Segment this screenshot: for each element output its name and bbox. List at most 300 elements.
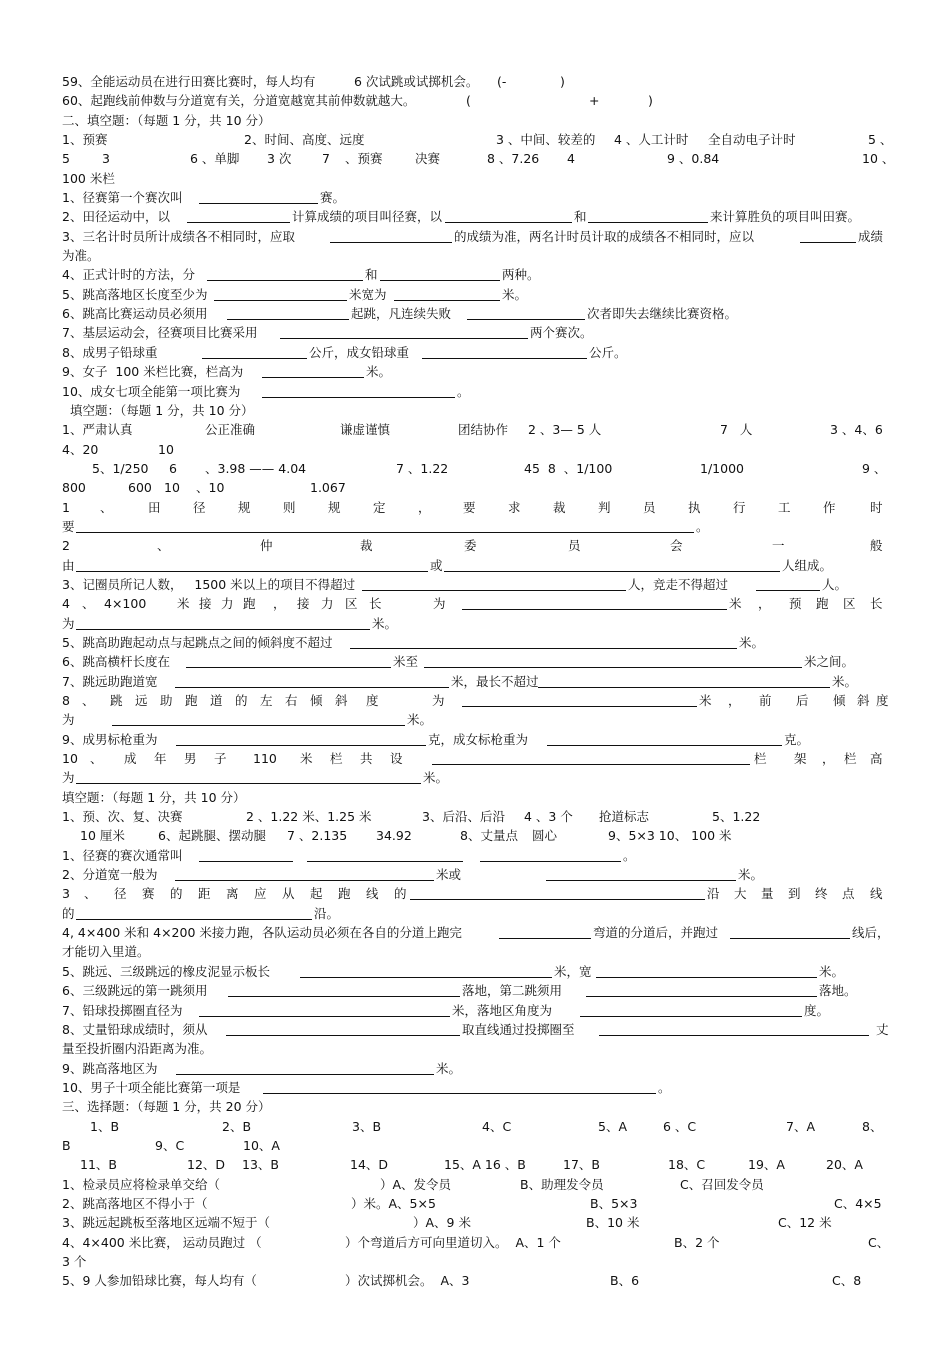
text-segment: 6、起跳腿、摆动腿 bbox=[158, 828, 266, 844]
text-segment: 。 bbox=[623, 847, 636, 863]
text-segment: 米。 bbox=[738, 867, 764, 883]
text-segment: 米。 bbox=[372, 615, 398, 631]
text-segment: ， bbox=[758, 596, 771, 612]
text-segment: 34.92 bbox=[376, 828, 412, 844]
answer-blank[interactable] bbox=[228, 996, 460, 997]
text-line-f8 bbox=[62, 1020, 890, 1039]
text-segment: 4 bbox=[567, 151, 575, 167]
answer-blank[interactable] bbox=[467, 319, 585, 320]
answer-blank[interactable] bbox=[432, 764, 750, 765]
text-segment: 7、A bbox=[786, 1118, 816, 1134]
text-segment: 裁 bbox=[360, 538, 373, 554]
text-line-k3 bbox=[62, 1213, 890, 1232]
text-line-e2 bbox=[62, 826, 890, 845]
text-segment: 米。 bbox=[366, 364, 392, 380]
answer-blank[interactable] bbox=[175, 880, 434, 881]
text-segment: 定 bbox=[373, 499, 386, 515]
text-segment: 2、B bbox=[222, 1118, 252, 1134]
text-segment: 全自动电子计时 bbox=[708, 132, 796, 148]
answer-blank[interactable] bbox=[422, 358, 587, 359]
text-segment: 公斤，成女铅球重 bbox=[309, 344, 410, 360]
text-segment: 3 、4、6 bbox=[830, 422, 883, 438]
text-segment: 2、田径运动中，以 bbox=[62, 209, 170, 225]
text-segment: B bbox=[62, 1137, 71, 1153]
text-segment: 。 bbox=[658, 1079, 671, 1095]
answer-blank[interactable] bbox=[730, 938, 850, 939]
text-segment: 二、填空题：（每题 1 分，共 10 分） bbox=[62, 112, 271, 128]
text-segment: C、4×5 bbox=[834, 1195, 882, 1211]
text-segment: 跳 bbox=[110, 693, 123, 708]
text-segment: ， bbox=[418, 499, 431, 515]
text-segment: 仲 bbox=[260, 538, 273, 554]
text-line-a3 bbox=[62, 169, 890, 188]
text-segment: 110 bbox=[253, 751, 277, 767]
answer-blank[interactable] bbox=[76, 919, 312, 920]
text-segment: 力 bbox=[321, 596, 334, 612]
text-segment: 1/1000 bbox=[700, 460, 744, 476]
text-segment: 5、1.22 bbox=[712, 809, 761, 825]
text-line-e1 bbox=[62, 807, 890, 826]
text-segment: 米 bbox=[699, 693, 712, 708]
text-segment: 团结协作 bbox=[458, 422, 509, 438]
text-line-a2 bbox=[62, 149, 895, 168]
text-segment: 跑 bbox=[816, 596, 829, 612]
text-segment: 1、检录员应将检录单交给（ bbox=[62, 1176, 220, 1192]
answer-blank[interactable] bbox=[227, 319, 349, 320]
text-segment: 8、 bbox=[862, 1118, 883, 1134]
text-segment: 12、D bbox=[187, 1157, 226, 1173]
text-segment: 19、A bbox=[748, 1157, 785, 1173]
text-segment: 6 bbox=[169, 460, 177, 476]
text-segment: 米。 bbox=[423, 770, 449, 786]
text-line-d8b bbox=[62, 710, 890, 729]
text-segment: B、5×3 bbox=[590, 1195, 638, 1211]
text-line-g3 bbox=[62, 1155, 890, 1174]
answer-blank[interactable] bbox=[599, 1035, 869, 1036]
text-segment: 点 bbox=[842, 886, 855, 902]
text-line-d2 bbox=[62, 536, 890, 555]
text-segment: 填空题：（每题 1 分，共 10 分） bbox=[62, 789, 246, 805]
text-segment: 8、丈量铅球成绩时，须从 bbox=[62, 1021, 208, 1037]
text-segment: 17、B bbox=[563, 1157, 600, 1173]
text-segment: 起 bbox=[310, 886, 323, 902]
text-line-k2 bbox=[62, 1194, 890, 1213]
text-segment: 7、基层运动会，径赛项目比赛采用 bbox=[62, 325, 258, 341]
answer-blank[interactable] bbox=[207, 280, 363, 281]
text-segment: C、8 bbox=[832, 1273, 862, 1289]
answer-blank[interactable] bbox=[76, 532, 694, 533]
text-line-k4 bbox=[62, 1233, 890, 1252]
exam-document bbox=[62, 72, 895, 1291]
text-line-f10 bbox=[62, 1078, 890, 1097]
text-segment: 为 bbox=[62, 770, 75, 786]
text-segment: 为 bbox=[62, 712, 75, 728]
text-segment: 米，落地区角度为 bbox=[452, 1002, 553, 1018]
text-segment: 落地。 bbox=[819, 983, 857, 999]
answer-blank[interactable] bbox=[199, 203, 318, 204]
text-segment: 、 bbox=[82, 596, 95, 612]
text-segment: 区 bbox=[843, 596, 856, 612]
text-segment: 2、跳高落地区不得小于（ bbox=[62, 1195, 208, 1211]
text-segment: 克，成女标枪重为 bbox=[428, 731, 529, 747]
answer-blank[interactable] bbox=[199, 861, 293, 862]
text-segment: C、 bbox=[868, 1234, 890, 1250]
text-line-g1 bbox=[62, 1117, 890, 1136]
text-segment: 要 bbox=[463, 499, 476, 515]
text-segment: 6 次试跳或试掷机会。 bbox=[354, 74, 479, 89]
text-segment: 跑 bbox=[338, 886, 351, 902]
text-segment: 100 米栏 bbox=[62, 170, 115, 186]
answer-blank[interactable] bbox=[580, 1016, 802, 1017]
answer-blank[interactable] bbox=[186, 667, 391, 668]
text-segment: 1、径赛第一个赛次叫 bbox=[62, 190, 183, 206]
text-segment: 斜 bbox=[335, 693, 348, 708]
answer-blank[interactable] bbox=[76, 629, 370, 630]
text-line-d4b bbox=[62, 614, 890, 633]
text-segment: 和 bbox=[574, 209, 587, 225]
text-segment: 区 bbox=[345, 596, 358, 612]
answer-blank[interactable] bbox=[480, 861, 621, 862]
text-segment: 3 bbox=[62, 886, 70, 902]
text-segment: 800 bbox=[62, 480, 86, 496]
text-segment: 作 bbox=[823, 499, 836, 515]
text-segment: 成绩 bbox=[858, 228, 884, 244]
text-segment: 跑 bbox=[185, 693, 198, 708]
text-line-b6 bbox=[62, 304, 890, 323]
answer-blank[interactable] bbox=[175, 687, 449, 688]
text-segment: ）A、发令员 bbox=[380, 1176, 452, 1192]
text-segment: 终 bbox=[815, 886, 828, 902]
answer-blank[interactable] bbox=[394, 300, 500, 301]
text-segment: 三、选择题：（每题 1 分，共 20 分） bbox=[62, 1099, 271, 1115]
text-segment: 7、跳远助跑道宽 bbox=[62, 673, 158, 689]
answer-blank[interactable] bbox=[547, 745, 782, 746]
text-line-f2 bbox=[62, 865, 890, 884]
answer-blank[interactable] bbox=[330, 242, 452, 243]
text-segment: 求 bbox=[508, 499, 521, 515]
text-segment: 度 bbox=[366, 693, 379, 708]
text-segment: 由 bbox=[62, 557, 75, 573]
text-segment: 线 bbox=[366, 886, 379, 902]
answer-blank[interactable] bbox=[444, 571, 780, 572]
text-segment: 的 bbox=[170, 886, 183, 902]
text-segment: 倾 bbox=[310, 693, 323, 708]
text-segment: 时 bbox=[870, 499, 883, 515]
answer-blank[interactable] bbox=[112, 725, 405, 726]
text-segment: 7 bbox=[322, 151, 330, 167]
text-line-d3 bbox=[62, 575, 890, 594]
text-line-b8 bbox=[62, 343, 890, 362]
text-segment: B、6 bbox=[610, 1273, 640, 1289]
text-line-c3 bbox=[62, 459, 890, 478]
text-segment: 决赛 bbox=[415, 151, 441, 167]
text-segment: 9、5×3 10、 100 米 bbox=[608, 828, 732, 844]
text-segment: 4、4×400 米比赛， 运动员跑过 （ bbox=[62, 1234, 262, 1250]
text-segment: 道 bbox=[210, 693, 223, 708]
text-segment: 右 bbox=[285, 693, 298, 708]
text-segment: 赛 bbox=[142, 886, 155, 902]
text-segment: 6 、C bbox=[663, 1118, 697, 1134]
text-segment: ）个弯道后方可向里道切入。 A、1 个 bbox=[345, 1234, 561, 1250]
text-segment: 为 bbox=[432, 693, 445, 708]
text-segment: ， bbox=[273, 596, 286, 612]
answer-blank[interactable] bbox=[410, 899, 705, 900]
answer-blank[interactable] bbox=[176, 745, 426, 746]
text-segment: 3 次 bbox=[267, 151, 292, 167]
answer-blank[interactable] bbox=[300, 977, 552, 978]
text-segment: 3 bbox=[102, 151, 110, 167]
text-segment: 计算成绩的项目叫径赛，以 bbox=[292, 209, 443, 225]
answer-blank[interactable] bbox=[76, 783, 421, 784]
text-segment: C、12 米 bbox=[778, 1215, 832, 1231]
text-segment: 8 bbox=[62, 693, 70, 708]
text-segment: 1、径赛的赛次通常叫 bbox=[62, 847, 183, 863]
text-segment: 米。 bbox=[832, 673, 858, 689]
text-segment: 9 、 bbox=[862, 460, 887, 476]
text-line-b7 bbox=[62, 323, 890, 342]
answer-blank[interactable] bbox=[588, 222, 708, 223]
text-segment: 起跳，凡连续失败 bbox=[351, 306, 452, 322]
text-line-k4b bbox=[62, 1252, 890, 1271]
answer-blank[interactable] bbox=[262, 397, 455, 398]
text-line-f9 bbox=[62, 1059, 890, 1078]
text-line-d9 bbox=[62, 730, 890, 749]
text-segment: 1.067 bbox=[310, 480, 346, 496]
text-segment: 要 bbox=[62, 518, 75, 534]
text-segment: 助 bbox=[160, 693, 173, 708]
text-segment: ( bbox=[466, 93, 471, 109]
answer-blank[interactable] bbox=[362, 590, 626, 591]
text-segment: 为 bbox=[62, 615, 75, 631]
text-segment: 9、女子 100 米栏比赛，栏高为 bbox=[62, 364, 244, 380]
text-segment: 10 厘米 bbox=[80, 828, 125, 844]
text-segment: 。 bbox=[457, 383, 470, 399]
text-line-f7 bbox=[62, 1001, 890, 1020]
text-segment: 5 bbox=[62, 151, 70, 167]
text-segment: 行 bbox=[733, 499, 746, 515]
text-segment: 沿。 bbox=[314, 905, 340, 921]
text-segment: 规 bbox=[328, 499, 341, 515]
text-segment: 长 bbox=[369, 596, 382, 612]
text-segment: 设 bbox=[390, 751, 403, 767]
text-segment: (- bbox=[497, 74, 507, 89]
text-segment: 1、B bbox=[90, 1118, 120, 1134]
text-segment: 4、20 bbox=[62, 441, 99, 457]
text-segment: 3 个 bbox=[62, 1253, 87, 1269]
text-segment: 倾 bbox=[833, 693, 846, 708]
answer-blank[interactable] bbox=[499, 938, 591, 939]
text-segment: 应 bbox=[254, 886, 267, 902]
text-segment: 、 bbox=[100, 499, 113, 515]
text-segment: 的 bbox=[394, 886, 407, 902]
text-segment: 11、B bbox=[80, 1157, 117, 1173]
text-segment: 3、三名计时员所计成绩各不相同时，应取 bbox=[62, 228, 295, 244]
text-segment: 10、A bbox=[243, 1137, 280, 1153]
text-segment: 年 bbox=[154, 751, 167, 767]
text-line-d1b bbox=[62, 517, 890, 536]
text-segment: ) bbox=[648, 93, 653, 109]
text-segment: 子 bbox=[214, 751, 227, 767]
answer-blank[interactable] bbox=[424, 667, 802, 668]
text-segment: 15、A 16 、B bbox=[444, 1157, 526, 1173]
text-segment: 7、铅球投掷圈直径为 bbox=[62, 1002, 183, 1018]
answer-blank[interactable] bbox=[445, 222, 572, 223]
text-segment: 4、正式计时的方法，分 bbox=[62, 267, 195, 283]
text-segment: ）米。A、5×5 bbox=[351, 1195, 436, 1211]
text-segment: 从 bbox=[282, 886, 295, 902]
text-segment: 栏 bbox=[330, 751, 343, 767]
text-line-d2b bbox=[62, 556, 890, 575]
text-segment: 59、全能运动员在进行田赛比赛时，每人均有 bbox=[62, 74, 316, 89]
text-segment: 度 bbox=[876, 693, 889, 708]
text-segment: 长 bbox=[870, 596, 883, 612]
text-segment: 4 、3 个 bbox=[524, 809, 573, 825]
text-segment: 次者即失去继续比赛资格。 bbox=[587, 306, 738, 322]
text-segment: 米至 bbox=[393, 654, 419, 670]
text-segment: 栏 bbox=[754, 751, 767, 767]
answer-blank[interactable] bbox=[187, 222, 290, 223]
answer-blank[interactable] bbox=[546, 880, 736, 881]
text-segment: 、 bbox=[157, 538, 170, 554]
text-line-d1 bbox=[62, 498, 890, 517]
text-segment: 预 bbox=[789, 596, 802, 612]
text-segment: 共 bbox=[360, 751, 373, 767]
answer-blank[interactable] bbox=[199, 1016, 450, 1017]
text-segment: 1、严肃认真 bbox=[62, 422, 133, 438]
text-segment: ）次试掷机会。 A、3 bbox=[345, 1273, 470, 1289]
text-segment: 栏 bbox=[844, 751, 857, 767]
text-line-k5 bbox=[62, 1271, 890, 1290]
text-segment: 、 bbox=[82, 693, 95, 708]
text-line-f4b bbox=[62, 942, 890, 961]
text-segment: 离 bbox=[226, 886, 239, 902]
answer-blank[interactable] bbox=[280, 338, 528, 339]
text-segment: 才能切入里道。 bbox=[62, 944, 150, 960]
answer-blank[interactable] bbox=[263, 1093, 656, 1094]
answer-blank[interactable] bbox=[202, 358, 307, 359]
text-segment: 跑 bbox=[243, 596, 256, 612]
text-segment: 来计算胜负的项目叫田赛。 bbox=[710, 209, 861, 225]
text-segment: 则 bbox=[283, 499, 296, 515]
text-segment: 人组成。 bbox=[782, 557, 833, 573]
text-segment: 径 bbox=[114, 886, 127, 902]
text-segment: 8、丈量点 bbox=[460, 828, 518, 844]
text-line-d4 bbox=[62, 594, 890, 613]
text-segment: 线后， bbox=[852, 925, 890, 941]
text-segment: 大 bbox=[734, 886, 747, 902]
text-segment: 7 、1.22 bbox=[396, 460, 449, 476]
text-segment: 10 bbox=[164, 480, 180, 496]
text-segment: 量 bbox=[761, 886, 774, 902]
answer-blank[interactable] bbox=[586, 996, 817, 997]
text-line-f8b bbox=[62, 1039, 890, 1058]
text-segment: 6、跳高比赛运动员必须用 bbox=[62, 306, 208, 322]
answer-blank[interactable] bbox=[538, 687, 830, 688]
text-segment: 斜 bbox=[857, 693, 870, 708]
text-line-f4 bbox=[62, 923, 890, 942]
text-segment: 两种。 bbox=[502, 267, 540, 283]
text-segment: 为准。 bbox=[62, 248, 100, 264]
text-segment: 抢道标志 bbox=[599, 809, 650, 825]
text-segment: 9 、0.84 bbox=[667, 151, 720, 167]
text-segment: 5、跳高助跑起动点与起跳点之间的倾斜度不超过 bbox=[62, 634, 333, 650]
answer-blank[interactable] bbox=[462, 706, 697, 707]
text-segment: 执 bbox=[688, 499, 701, 515]
text-segment: 为 bbox=[433, 596, 446, 612]
text-line-f3 bbox=[62, 884, 890, 903]
text-segment: 60、起跑线前伸数与分道宽有关，分道宽越宽其前伸数就越大。 bbox=[62, 93, 416, 109]
text-segment: 员 bbox=[643, 499, 656, 515]
text-line-c4 bbox=[62, 478, 890, 497]
text-line-f6 bbox=[62, 981, 890, 1000]
answer-blank[interactable] bbox=[380, 280, 500, 281]
text-segment: 米宽为 bbox=[349, 286, 387, 302]
text-segment: 赛。 bbox=[320, 190, 346, 206]
text-segment: 距 bbox=[198, 886, 211, 902]
answer-blank[interactable] bbox=[307, 861, 463, 862]
text-segment: 4, 4×400 米和 4×200 米接力跑，各队运动员必须在各自的分道上跑完 bbox=[62, 925, 462, 941]
text-segment: 6、三级跳远的第一跳须用 bbox=[62, 983, 208, 999]
text-line-b3 bbox=[62, 227, 890, 246]
text-segment: 1 bbox=[62, 499, 70, 515]
answer-blank[interactable] bbox=[800, 242, 856, 243]
text-segment: B、助理发令员 bbox=[520, 1176, 604, 1192]
text-line-b4 bbox=[62, 265, 890, 284]
answer-blank[interactable] bbox=[350, 648, 737, 649]
text-segment: 规 bbox=[238, 499, 251, 515]
answer-blank[interactable] bbox=[214, 300, 347, 301]
text-line-q60 bbox=[62, 91, 890, 110]
text-line-b9 bbox=[62, 362, 890, 381]
text-segment: 人，竞走不得超过 bbox=[628, 576, 729, 592]
text-line-d10 bbox=[62, 749, 890, 768]
text-segment: 5、跳远、三级跳远的橡皮泥显示板长 bbox=[62, 963, 270, 979]
answer-blank[interactable] bbox=[262, 377, 364, 378]
text-segment: 米。 bbox=[436, 1060, 462, 1076]
text-segment: 人。 bbox=[822, 576, 848, 592]
text-segment: 8 、7.26 bbox=[487, 151, 540, 167]
answer-blank[interactable] bbox=[756, 590, 820, 591]
text-segment: 量至投折圈内沿距离为准。 bbox=[62, 1041, 213, 1057]
text-segment: 4 bbox=[62, 596, 70, 612]
text-segment: 田 bbox=[148, 499, 161, 515]
text-segment: 克。 bbox=[784, 731, 810, 747]
text-segment: 到 bbox=[788, 886, 801, 902]
text-segment: 3、记圈员所记人数， 1500 米以上的项目不得超过 bbox=[62, 576, 356, 592]
text-segment: 1、预、次、复、决赛 bbox=[62, 809, 183, 825]
text-segment: 8、成男子铅球重 bbox=[62, 344, 158, 360]
text-segment: 般 bbox=[870, 538, 883, 554]
answer-blank[interactable] bbox=[176, 1074, 434, 1075]
text-segment: 委 bbox=[464, 538, 477, 554]
text-segment: 9、跳高落地区为 bbox=[62, 1060, 158, 1076]
answer-blank[interactable] bbox=[462, 609, 727, 610]
text-segment: 取直线通过投掷圈至 bbox=[462, 1021, 575, 1037]
text-segment: 2 bbox=[62, 538, 70, 554]
text-segment: 男 bbox=[184, 751, 197, 767]
text-segment: 的成绩为准，两名计时员计取的成绩各不相同时，应以 bbox=[454, 228, 755, 244]
answer-blank[interactable] bbox=[596, 977, 817, 978]
text-segment: 5、跳高落地区长度至少为 bbox=[62, 286, 208, 302]
text-segment: 的 bbox=[62, 905, 75, 921]
answer-blank[interactable] bbox=[226, 1035, 460, 1036]
text-segment: 的 bbox=[235, 693, 248, 708]
text-segment: 10、男子十项全能比赛第一项是 bbox=[62, 1079, 241, 1095]
text-segment: 或 bbox=[430, 557, 443, 573]
answer-blank[interactable] bbox=[76, 571, 428, 572]
text-segment: 10 bbox=[158, 441, 174, 457]
text-line-d10b bbox=[62, 768, 890, 787]
